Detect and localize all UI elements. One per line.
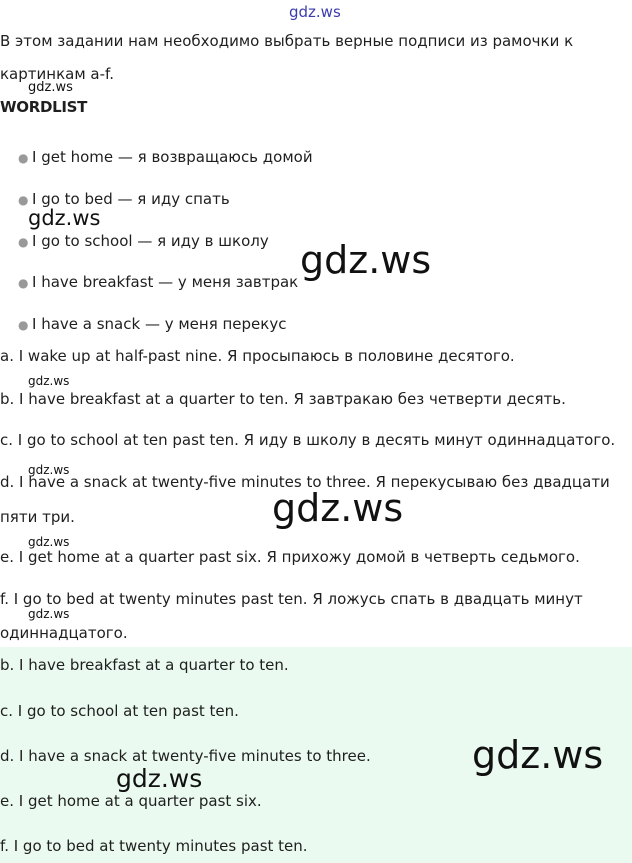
- wordlist-item: ● I get home — я возвращаюсь домой: [18, 148, 313, 166]
- wordlist-item: ● I have breakfast — у меня завтрак: [18, 273, 299, 291]
- watermark: gdz.ws: [300, 238, 432, 282]
- watermark: gdz.ws: [28, 607, 70, 621]
- watermark: gdz.ws: [472, 733, 604, 777]
- answer-line: c. I go to school at ten past ten. Я иду в школу в десять минут одиннадцатого.: [0, 431, 616, 449]
- answer-line: e. I get home at a quarter past six. Я прихожу домой в четверть седьмого.: [0, 548, 580, 566]
- green-answer: f. I go to bed at twenty minutes past ten.: [0, 837, 308, 855]
- bullet-icon: ●: [18, 276, 29, 290]
- watermark: gdz.ws: [28, 374, 70, 388]
- bullet-icon: ●: [18, 193, 29, 207]
- bullet-icon: ●: [18, 318, 29, 332]
- wordlist-heading: WORDLIST: [0, 98, 88, 116]
- bullet-icon: ●: [18, 235, 29, 249]
- wordlist-item: ● I go to school — я иду в школу: [18, 232, 269, 250]
- answer-line: b. I have breakfast at a quarter to ten. Я завтракаю без четверти десять.: [0, 390, 566, 408]
- watermark-top: gdz.ws: [289, 3, 341, 21]
- answer-line: одиннадцатого.: [0, 624, 128, 642]
- answer-line: f. I go to bed at twenty minutes past ten. Я ложусь спать в двадцать минут: [0, 590, 583, 608]
- intro-line-2: картинкам a-f.: [0, 65, 114, 83]
- watermark: gdz.ws: [116, 764, 203, 793]
- watermark: gdz.ws: [28, 535, 70, 549]
- answer-line: d. I have a snack at twenty-five minutes to three. Я перекусываю без двадцати: [0, 473, 610, 491]
- answer-line: пяти три.: [0, 508, 75, 526]
- green-answer: b. I have breakfast at a quarter to ten.: [0, 656, 289, 674]
- watermark: gdz.ws: [28, 80, 73, 95]
- green-answer: d. I have a snack at twenty-five minutes to three.: [0, 747, 371, 765]
- watermark: gdz.ws: [28, 463, 70, 477]
- answer-line: a. I wake up at half-past nine. Я просыпаюсь в половине десятого.: [0, 347, 515, 365]
- green-answer: e. I get home at a quarter past six.: [0, 792, 262, 810]
- wordlist-item: ● I have a snack — у меня перекус: [18, 315, 287, 333]
- watermark: gdz.ws: [28, 206, 101, 230]
- bullet-icon: ●: [18, 151, 29, 165]
- wordlist-item: ● I go to bed — я иду спать: [18, 190, 230, 208]
- green-answer: c. I go to school at ten past ten.: [0, 702, 239, 720]
- intro-line-1: В этом задании нам необходимо выбрать верные подписи из рамочки к: [0, 32, 574, 50]
- watermark: gdz.ws: [272, 486, 404, 530]
